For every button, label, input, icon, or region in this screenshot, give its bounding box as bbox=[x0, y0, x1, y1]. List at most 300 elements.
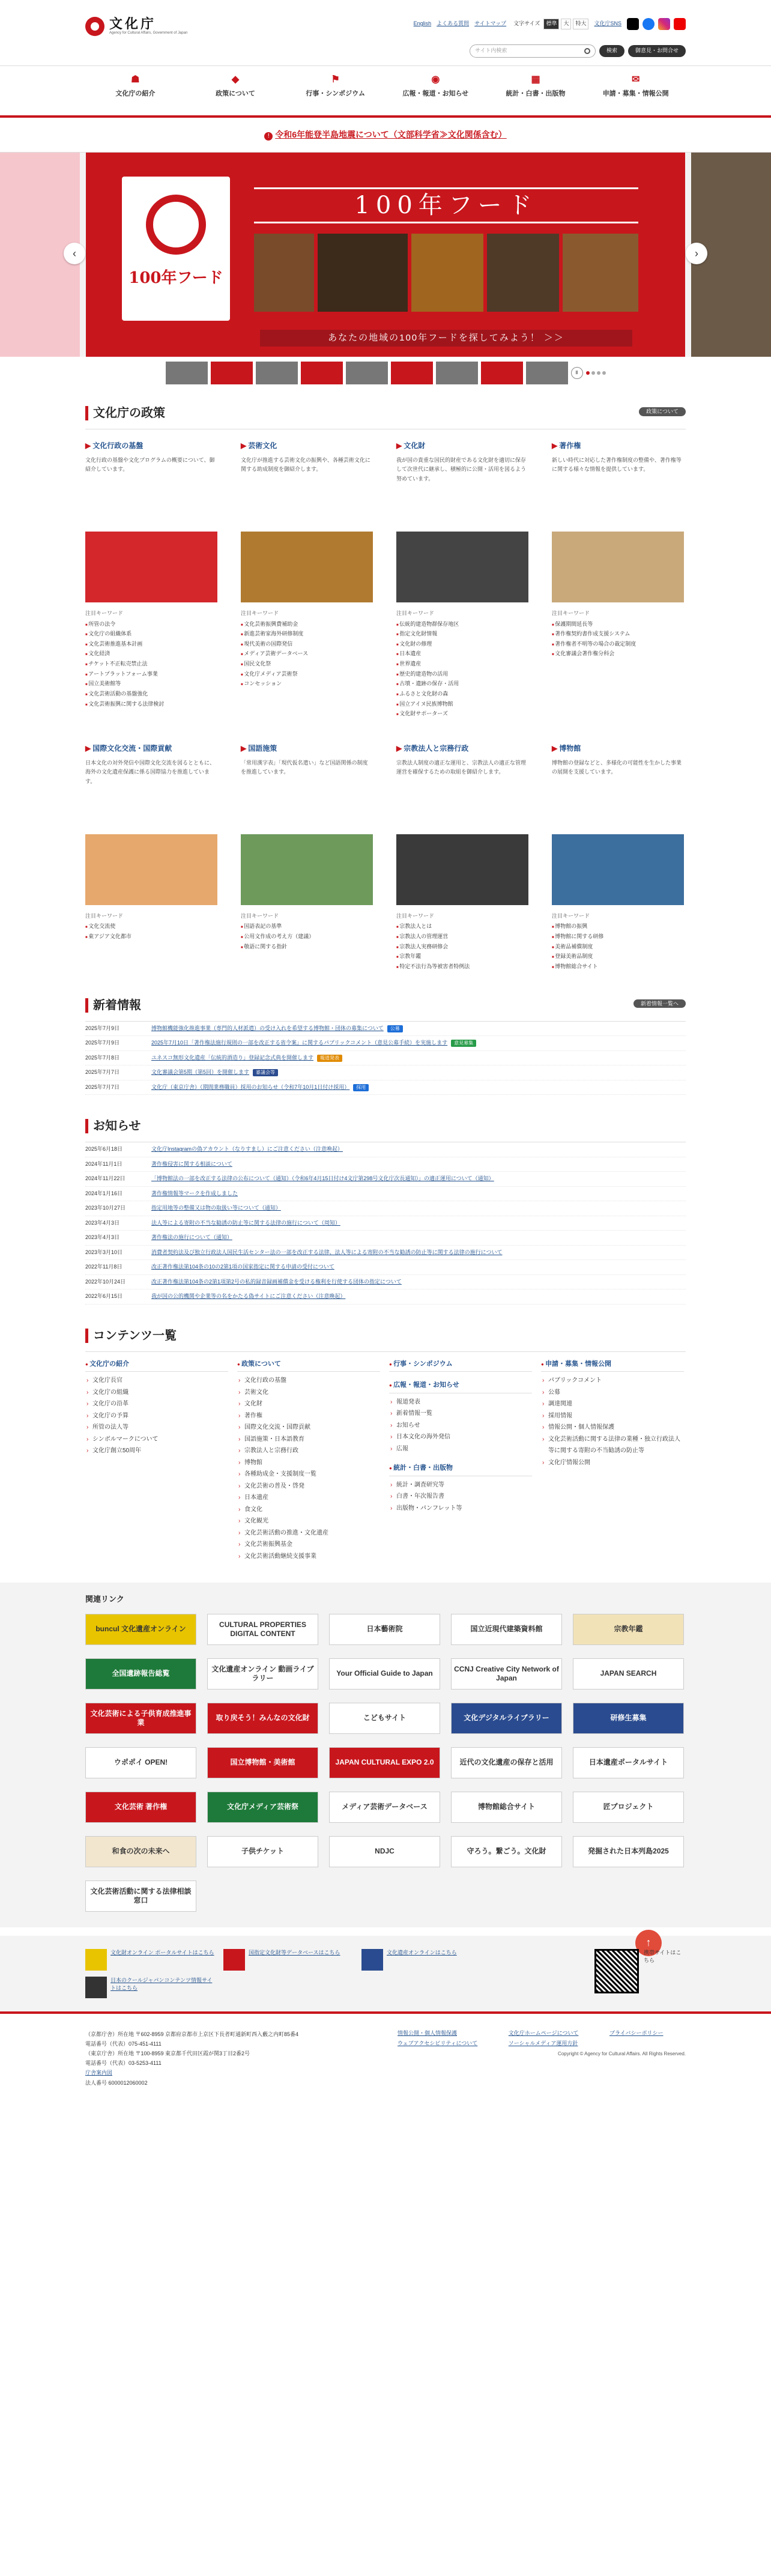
keyword-link[interactable]: ■ 宗教法人実務研修会 bbox=[396, 942, 460, 952]
arrow-icon: ▶ bbox=[241, 744, 247, 753]
policy-image[interactable] bbox=[241, 834, 373, 905]
news-link[interactable]: 博物館機能強化推進事業（専門的人材派遣）の受け入れを希望する博物館・団体の募集について bbox=[151, 1025, 384, 1031]
footer-link[interactable]: 文化庁ホームページについて bbox=[508, 2029, 579, 2036]
category-badge: 審議会等 bbox=[253, 1069, 278, 1076]
notice-link[interactable]: 著作権法の施行について（通知） bbox=[151, 1234, 232, 1241]
news-row bbox=[85, 1065, 686, 1080]
news-date: 2025年7月9日 bbox=[85, 1025, 120, 1031]
search-button[interactable]: 検索 bbox=[599, 45, 624, 57]
keyword-link[interactable]: ■ 文化芸術活動の基盤強化 bbox=[85, 689, 149, 699]
related-banner[interactable]: 日本藝術院 bbox=[329, 1614, 440, 1645]
related-banner[interactable]: 文化芸術による子供育成推進事業 bbox=[85, 1703, 196, 1734]
policy-description: 文化庁が推進する芸術文化の振興や、各種芸術文化に関する助成制度を御紹介します。 bbox=[241, 457, 370, 473]
prev-arrow-icon[interactable]: ‹ bbox=[64, 243, 85, 264]
related-banner[interactable]: 和食の次の未来へ bbox=[85, 1836, 196, 1867]
keyword-link[interactable]: ■ 国語表記の基準 bbox=[241, 921, 304, 932]
policy-card-title[interactable] bbox=[552, 743, 684, 754]
category-badge: 意見募集 bbox=[451, 1040, 476, 1047]
site-logo-icon bbox=[361, 1949, 383, 1971]
slide-thumb[interactable] bbox=[346, 362, 388, 384]
keyword-link[interactable]: ■ 特定不法行為等被害者特例法 bbox=[396, 962, 528, 972]
notice-link[interactable]: 著作権侵害に関する相談について bbox=[151, 1160, 232, 1167]
food-image bbox=[254, 234, 314, 312]
contents-link[interactable]: › 文化庁の予算 bbox=[85, 1410, 228, 1422]
keyword-link[interactable]: ■ 博物館に関する研修 bbox=[552, 932, 615, 942]
slide-logo-text: 100年フード bbox=[128, 269, 223, 287]
related-banner[interactable]: 文化デジタルライブラリー bbox=[451, 1703, 562, 1734]
logo-mark-icon bbox=[85, 17, 104, 36]
contents-link[interactable]: › 日本文化の海外発信 bbox=[389, 1431, 532, 1443]
policy-more-button[interactable]: 政策について bbox=[639, 407, 686, 416]
keyword-label: 注目キーワード bbox=[396, 912, 435, 919]
related-banner[interactable]: CCNJ Creative City Network of Japan bbox=[451, 1658, 562, 1690]
keyword-link[interactable]: ■ 文化庁の組織体系 bbox=[85, 629, 149, 639]
keyword-link[interactable]: ■ 国立美術館等 bbox=[85, 679, 149, 689]
policy-card-title[interactable] bbox=[85, 440, 217, 451]
keyword-label: 注目キーワード bbox=[85, 610, 124, 616]
contents-link[interactable]: › 情報公開・個人情報保護 bbox=[541, 1422, 684, 1434]
contents-link[interactable]: › 文化財 bbox=[237, 1398, 380, 1410]
contents-link[interactable]: › 文化芸術活動に関する法律の業種・独立行政法人等に関する寄附の不当勧誘の防止等 bbox=[541, 1434, 684, 1457]
keyword-list bbox=[85, 619, 217, 709]
gnav-item-about[interactable] bbox=[85, 66, 186, 99]
keyword-link[interactable]: ■ 公用文作成の考え方（建議） bbox=[241, 932, 373, 942]
contents-grid bbox=[85, 1351, 686, 1563]
external-site-link[interactable] bbox=[85, 1949, 217, 1971]
arrow-icon: ▶ bbox=[552, 441, 558, 450]
address-line: 電話番号（代表）03-5253-4111 bbox=[85, 2060, 162, 2067]
contents-link[interactable]: › 白書・年次報告書 bbox=[389, 1491, 532, 1503]
policy-image[interactable] bbox=[552, 532, 684, 602]
slide-thumb[interactable] bbox=[301, 362, 343, 384]
font-size-xlarge[interactable]: 特大 bbox=[573, 19, 588, 29]
pause-icon[interactable]: Ⅱ bbox=[571, 367, 583, 379]
keyword-link[interactable]: ■ チケット不正転売禁止法 bbox=[85, 659, 149, 669]
contents-link[interactable]: › 文化庁の組織 bbox=[85, 1387, 228, 1399]
notice-link[interactable]: 文化庁Instagramの偽アカウント（なりすまし）にご注意ください（注意喚起） bbox=[151, 1146, 343, 1153]
contents-group-heading[interactable]: ● 広報・報道・お知らせ bbox=[389, 1380, 532, 1393]
contents-link[interactable]: › 統計・調査研究等 bbox=[389, 1479, 532, 1491]
news-body bbox=[151, 1068, 278, 1077]
policy-card-title[interactable] bbox=[241, 440, 373, 451]
related-banner[interactable]: 国立近現代建築資料館 bbox=[451, 1614, 562, 1645]
related-banner[interactable]: 子供チケット bbox=[207, 1836, 318, 1867]
social-icons bbox=[627, 18, 686, 30]
logo-title: 文化庁 bbox=[109, 16, 157, 32]
contents-list bbox=[541, 1375, 684, 1468]
policy-image[interactable] bbox=[85, 532, 217, 602]
slide-logo bbox=[122, 177, 230, 321]
keyword-list bbox=[552, 921, 684, 971]
category-badge: 報道発表 bbox=[317, 1055, 342, 1062]
keyword-link[interactable]: ■ 博物館の振興 bbox=[552, 921, 615, 932]
policy-image[interactable] bbox=[552, 834, 684, 905]
contents-list bbox=[237, 1375, 380, 1562]
contents-link[interactable]: › 採用情報 bbox=[541, 1410, 684, 1422]
policy-card-title[interactable] bbox=[396, 743, 528, 754]
external-site-link[interactable] bbox=[223, 1949, 355, 1971]
gnav-label: 文化庁の紹介 bbox=[115, 90, 156, 97]
related-banner[interactable]: 国立博物館・美術館 bbox=[207, 1747, 318, 1778]
section-title: 文化庁の政策 bbox=[93, 407, 165, 420]
notice-link[interactable]: 改正著作権法第104条の2第1項第2号の私的録音録画補償金を受ける権利を行使する団体の指定について bbox=[151, 1278, 402, 1285]
notice-date: 2024年1月16日 bbox=[85, 1190, 123, 1196]
gnav-label: 申請・募集・情報公開 bbox=[602, 90, 669, 97]
font-size-large[interactable]: 大 bbox=[561, 19, 571, 29]
address-line: （東京庁舎）所在地 〒100-8959 東京都千代田区霞が関3丁目2番2号 bbox=[85, 2050, 250, 2056]
utility-nav bbox=[414, 18, 686, 30]
policy-image[interactable] bbox=[396, 834, 528, 905]
related-banner[interactable]: JAPAN CULTURAL EXPO 2.0 bbox=[329, 1747, 440, 1778]
contents-heading bbox=[85, 1329, 686, 1343]
contents-link[interactable]: › 著作権 bbox=[237, 1410, 380, 1422]
emergency-alert bbox=[0, 118, 771, 153]
policy-card bbox=[85, 743, 217, 972]
contents-link[interactable]: › 各種助成金・支援制度一覧 bbox=[237, 1468, 380, 1480]
contents-link[interactable]: › 文化芸術振興基金 bbox=[237, 1539, 380, 1551]
section-title: お知らせ bbox=[93, 1120, 141, 1133]
news-date: 2025年7月8日 bbox=[85, 1054, 120, 1061]
site-link-text[interactable]: 文化財オンライン ポータルサイトはこちら bbox=[110, 1949, 214, 1956]
keyword-link[interactable]: ■ 著作権者不明等の場合の裁定制度 bbox=[552, 639, 684, 649]
contents-link[interactable]: › 出版物・パンフレット等 bbox=[389, 1503, 532, 1515]
notice-date: 2022年6月15日 bbox=[85, 1293, 123, 1300]
contents-column bbox=[389, 1359, 532, 1563]
contact-button[interactable]: 御意見・お問合せ bbox=[628, 45, 686, 57]
keyword-label: 注目キーワード bbox=[241, 610, 279, 616]
news-link[interactable]: 文化庁（東京庁舎）（期間業務職員）採用のお知らせ（令和7年10月1日付け採用） bbox=[151, 1083, 350, 1090]
youtube-icon[interactable] bbox=[674, 18, 686, 30]
related-banner[interactable]: 宗教年鑑 bbox=[573, 1614, 684, 1645]
alert-link[interactable]: 令和6年能登半島地震について（文部科学省≫文化関係含む） bbox=[275, 130, 507, 139]
policy-card bbox=[85, 440, 217, 719]
english-link[interactable]: English bbox=[413, 20, 432, 27]
site-logo-icon bbox=[85, 1977, 107, 1998]
keyword-link[interactable]: ■ 文化財の修理 bbox=[396, 639, 460, 649]
notice-heading bbox=[85, 1119, 686, 1133]
contents-link[interactable]: › 芸術文化 bbox=[237, 1387, 380, 1399]
related-banner[interactable]: 研修生募集 bbox=[573, 1703, 684, 1734]
contents-link[interactable]: › 博物館 bbox=[237, 1457, 380, 1469]
policy-grid bbox=[85, 429, 686, 719]
contents-link[interactable]: › 日本遺産 bbox=[237, 1492, 380, 1504]
slide-title: 100年フード bbox=[254, 187, 638, 223]
keyword-link[interactable]: ■ 文化交流使 bbox=[85, 921, 149, 932]
contents-link[interactable]: › 国語施策・日本語教育 bbox=[237, 1434, 380, 1446]
related-banner[interactable]: 守ろう。繋ごう。文化財 bbox=[451, 1836, 562, 1867]
keyword-link[interactable]: ■ 宗教年鑑 bbox=[396, 951, 460, 962]
policy-card-title[interactable] bbox=[396, 440, 528, 451]
contents-link[interactable]: › 報道発表 bbox=[389, 1396, 532, 1408]
address-block bbox=[85, 2029, 398, 2088]
policy-card bbox=[396, 743, 528, 972]
contents-link[interactable]: › 広報 bbox=[389, 1443, 532, 1455]
sitemap-link[interactable]: サイトマップ bbox=[474, 20, 507, 27]
policy-title-text: 芸術文化 bbox=[248, 441, 277, 450]
keyword-list bbox=[241, 921, 373, 951]
faq-link[interactable]: よくある質問 bbox=[437, 20, 470, 27]
policy-card-title[interactable] bbox=[241, 743, 373, 754]
notice-row bbox=[85, 1201, 686, 1216]
gnav-label: 政策について bbox=[216, 90, 255, 97]
keyword-link[interactable]: ■ 保護期間延長等 bbox=[552, 619, 615, 629]
arrow-icon: ▶ bbox=[552, 744, 558, 753]
related-banner[interactable]: こどもサイト bbox=[329, 1703, 440, 1734]
keyword-list bbox=[85, 921, 217, 941]
keyword-link[interactable]: ■ アートプラットフォーム事業 bbox=[85, 669, 217, 679]
instagram-icon[interactable] bbox=[658, 18, 670, 30]
policy-image[interactable] bbox=[396, 532, 528, 602]
font-size-standard[interactable]: 標準 bbox=[543, 19, 559, 29]
contents-group-heading[interactable]: ● 文化庁の紹介 bbox=[85, 1359, 228, 1372]
contents-link[interactable]: › 公募 bbox=[541, 1387, 684, 1399]
slide-dot[interactable] bbox=[591, 371, 595, 375]
keyword-link[interactable]: ■ ふるさと文化財の森 bbox=[396, 689, 460, 699]
gnav-item-apply[interactable] bbox=[585, 66, 686, 99]
contents-link[interactable]: › お知らせ bbox=[389, 1420, 532, 1432]
policy-card bbox=[396, 440, 528, 719]
gnav-label: 行事・シンポジウム bbox=[306, 90, 365, 97]
slide-dot[interactable] bbox=[597, 371, 600, 375]
contents-link[interactable]: › 文化芸術活動継続支援事業 bbox=[237, 1551, 380, 1563]
contents-link[interactable]: › 文化芸術の普及・啓発 bbox=[237, 1480, 380, 1493]
related-banner[interactable]: 日本遺産ポータルサイト bbox=[573, 1747, 684, 1778]
site-link-text[interactable]: 文化遺産オンラインはこちら bbox=[387, 1949, 457, 1956]
current-slide[interactable] bbox=[86, 153, 685, 357]
keyword-link[interactable]: ■ 伝統的建造物群保存地区 bbox=[396, 619, 460, 629]
facebook-icon[interactable] bbox=[642, 18, 655, 30]
external-site-link[interactable] bbox=[85, 1977, 217, 1998]
contents-link[interactable]: › 調達関連 bbox=[541, 1398, 684, 1410]
notice-link[interactable]: 消費者契約法及び独立行政法人国民生活センター法の一部を改正する法律、法人等による寄附の不当な勧誘の防止等に関する法律の施行について bbox=[151, 1249, 503, 1255]
policy-description: 宗教法人制度の適正な運用と、宗教法人の適正な管理運営を確保するための取組を御紹介します。 bbox=[396, 759, 527, 775]
contents-group-heading[interactable]: ● 政策について bbox=[237, 1359, 380, 1372]
contents-link[interactable]: › 文化庁情報公開 bbox=[541, 1457, 684, 1469]
sns-link[interactable]: 文化庁SNS bbox=[594, 20, 621, 27]
hero-slider bbox=[0, 153, 771, 357]
site-link-text[interactable]: 国指定文化財等データベースはこちら bbox=[249, 1949, 340, 1956]
notice-date: 2023年3月10日 bbox=[85, 1249, 123, 1255]
related-banner[interactable]: 文化遺産オンライン 動画ライブラリー bbox=[207, 1658, 318, 1690]
keyword-link[interactable]: ■ 文化審議会著作権分科会 bbox=[552, 649, 615, 659]
slide-thumb[interactable] bbox=[391, 362, 433, 384]
keyword-link[interactable]: ■ 指定文化財情報 bbox=[396, 629, 460, 639]
notice-date: 2024年11月1日 bbox=[85, 1160, 122, 1167]
gnav-item-policy[interactable] bbox=[186, 66, 286, 99]
keyword-link[interactable]: ■ 宗教法人とは bbox=[396, 921, 460, 932]
search-input[interactable] bbox=[470, 44, 596, 58]
keyword-link[interactable]: ■ 文化芸術振興に関する法律検討 bbox=[85, 699, 217, 709]
keyword-link[interactable]: ■ 古墳・遺跡の保存・活用 bbox=[396, 679, 460, 689]
contents-list bbox=[389, 1396, 532, 1455]
keyword-link[interactable]: ■ 文化経済 bbox=[85, 649, 149, 659]
keyword-link[interactable]: ■ 世界遺産 bbox=[396, 659, 460, 669]
related-banner[interactable]: 文化芸術 著作権 bbox=[85, 1792, 196, 1823]
contents-link[interactable]: › 宗教法人と宗務行政 bbox=[237, 1445, 380, 1457]
related-banner[interactable]: 文化芸術活動に関する法律相談窓口 bbox=[85, 1880, 196, 1912]
site-link-text[interactable]: 日本のクールジャパンコンテンツ情報サイトはこちら bbox=[110, 1977, 213, 1992]
contents-link[interactable]: › 文化庁長官 bbox=[85, 1375, 228, 1387]
related-banner[interactable]: NDJC bbox=[329, 1836, 440, 1867]
back-to-top-icon[interactable]: ↑ bbox=[635, 1930, 662, 1956]
x-icon[interactable] bbox=[627, 18, 639, 30]
news-link[interactable]: 文化審議会第5期（第5回）を開催します bbox=[151, 1069, 250, 1076]
related-banner[interactable]: 全国遺跡報告総覧 bbox=[85, 1658, 196, 1690]
keyword-link[interactable]: ■ 美術品補償制度 bbox=[552, 942, 615, 952]
food-image bbox=[487, 234, 559, 312]
keyword-link[interactable]: ■ 所管の法令 bbox=[85, 619, 149, 629]
keyword-link[interactable]: ■ 現代美術の国際発信 bbox=[241, 639, 304, 649]
access-map-link[interactable]: 庁舎案内図 bbox=[85, 2070, 113, 2076]
policy-description: 「常用漢字表」「現代仮名遣い」など国語関係の制度を推進しています。 bbox=[241, 759, 368, 775]
policy-image[interactable] bbox=[85, 834, 217, 905]
notice-date: 2022年10月24日 bbox=[85, 1278, 126, 1285]
policy-description: 日本文化の対外発信や国際文化交流を図るとともに、海外の文化遺産保護に係る国際協力を推進しています。 bbox=[85, 759, 216, 784]
slide-thumb[interactable] bbox=[481, 362, 523, 384]
qr-label: 携帯サイトはこちら bbox=[644, 1949, 682, 1964]
related-banner[interactable]: buncul 文化遺産オンライン bbox=[85, 1614, 196, 1645]
slide-thumb[interactable] bbox=[166, 362, 208, 384]
arrow-icon: ▶ bbox=[241, 441, 247, 450]
related-banner[interactable]: Your Official Guide to Japan bbox=[329, 1658, 440, 1690]
notice-link[interactable]: 「博物館法の一部を改正する法律の公布について（通知）（令和6年4月15日付け4文庁第298号文化庁次長通知）」の適正運用について（通知） bbox=[151, 1175, 494, 1182]
contents-link[interactable]: › 文化庁創立50周年 bbox=[85, 1445, 228, 1457]
slide-thumb[interactable] bbox=[211, 362, 253, 384]
related-banner[interactable]: CULTURAL PROPERTIES DIGITAL CONTENT bbox=[207, 1614, 318, 1645]
site-header bbox=[0, 0, 771, 66]
policy-title-text: 文化行政の基盤 bbox=[92, 441, 144, 450]
keyword-link[interactable]: ■ 文化芸術振興費補助金 bbox=[241, 619, 304, 629]
keyword-link[interactable]: ■ 文化芸術推進基本計画 bbox=[85, 639, 149, 649]
keyword-link[interactable]: ■ 日本遺産 bbox=[396, 649, 460, 659]
notice-date: 2024年11月22日 bbox=[85, 1175, 125, 1182]
contents-link[interactable]: › パブリックコメント bbox=[541, 1375, 684, 1387]
gnav-item-stats[interactable] bbox=[486, 66, 586, 99]
related-banner[interactable]: 匠プロジェクト bbox=[573, 1792, 684, 1823]
keyword-link[interactable]: ■ メディア芸術データベース bbox=[241, 649, 373, 659]
keyword-link[interactable]: ■ 文化財サポーターズ bbox=[396, 709, 460, 719]
contents-list bbox=[389, 1479, 532, 1515]
policy-card bbox=[552, 743, 684, 972]
related-banner[interactable]: 近代の文化遺産の保存と活用 bbox=[451, 1747, 562, 1778]
keyword-link[interactable]: ■ 国民文化祭 bbox=[241, 659, 304, 669]
notice-link[interactable]: 指定用地等の整備又は物の取扱い等について（通知） bbox=[151, 1205, 281, 1211]
related-banner[interactable]: 取り戻そう！みんなの文化財 bbox=[207, 1703, 318, 1734]
address-line: 電話番号（代表）075-451-4111 bbox=[85, 2040, 162, 2047]
contents-group-heading[interactable]: ● 申請・募集・情報公開 bbox=[541, 1359, 684, 1372]
slide-caption: あなたの地域の100年フードを探してみよう！ ＞＞ bbox=[260, 330, 632, 347]
slide-dot[interactable] bbox=[586, 371, 590, 375]
banner-grid bbox=[85, 1614, 686, 1912]
site-logo-icon bbox=[223, 1949, 245, 1971]
news-more-button[interactable]: 新着情報一覧へ bbox=[633, 999, 686, 1008]
news-body bbox=[151, 1025, 403, 1033]
related-banner[interactable]: 発掘された日本列島2025 bbox=[573, 1836, 684, 1867]
related-banner[interactable]: 博物館総合サイト bbox=[451, 1792, 562, 1823]
keyword-link[interactable]: ■ コンセッション bbox=[241, 679, 304, 689]
contents-link[interactable]: › 食文化 bbox=[237, 1504, 380, 1516]
broadcast-icon: ◉ bbox=[431, 74, 440, 85]
notice-link[interactable]: 法人等による寄附の不当な勧誘の防止等に関する法律の施行について（周知） bbox=[151, 1219, 340, 1226]
slider-thumbnails bbox=[0, 357, 771, 389]
slide-dot[interactable] bbox=[602, 371, 606, 375]
contents-link[interactable]: › 文化芸術活動の推進・文化遺産 bbox=[237, 1527, 380, 1539]
related-banner[interactable]: メディア芸術データベース bbox=[329, 1792, 440, 1823]
keyword-link[interactable]: ■ 敬語に関する指針 bbox=[241, 942, 304, 952]
slide-thumb[interactable] bbox=[256, 362, 298, 384]
policy-image[interactable] bbox=[241, 532, 373, 602]
footer-link[interactable]: ウェブアクセシビリティについて bbox=[398, 2040, 478, 2047]
news-link[interactable]: ユネスコ無形文化遺産「伝統的酒造り」登録記念式典を開催します bbox=[151, 1054, 314, 1061]
related-banner[interactable]: JAPAN SEARCH bbox=[573, 1658, 684, 1690]
keyword-link[interactable]: ■ 宗教法人の管理運営 bbox=[396, 932, 460, 942]
flag-icon: ⚑ bbox=[331, 74, 340, 85]
keyword-link[interactable]: ■ 文化庁メディア芸術祭 bbox=[241, 669, 304, 679]
keyword-link[interactable]: ■ 国立アイヌ民族博物館 bbox=[396, 699, 460, 709]
keyword-link[interactable]: ■ 東アジア文化都市 bbox=[85, 932, 149, 942]
policy-title-text: 著作権 bbox=[559, 441, 581, 450]
notice-date: 2023年4月3日 bbox=[85, 1219, 120, 1226]
news-link[interactable]: 2025年7月10日「著作権法施行規則の一部を改正する省令案」に関するパブリックコメント（意見公募手続）を実施します bbox=[151, 1040, 448, 1046]
external-site-link[interactable] bbox=[361, 1949, 494, 1971]
site-logo[interactable] bbox=[85, 17, 187, 36]
contents-column bbox=[541, 1359, 684, 1563]
alert-icon: ! bbox=[264, 132, 273, 141]
policy-card-title[interactable] bbox=[552, 440, 684, 451]
arrow-icon: ▶ bbox=[85, 441, 91, 450]
footer-link[interactable]: プライバシーポリシー bbox=[609, 2029, 664, 2036]
keyword-list bbox=[552, 619, 684, 659]
policy-card-title[interactable] bbox=[85, 743, 217, 754]
contents-link[interactable]: › 文化観光 bbox=[237, 1515, 380, 1527]
notice-list bbox=[85, 1142, 686, 1305]
news-row bbox=[85, 1080, 686, 1096]
keyword-link[interactable]: ■ 博物館総合サイト bbox=[552, 962, 615, 972]
contents-link[interactable]: › 文化庁の沿革 bbox=[85, 1398, 228, 1410]
gnav-item-events[interactable] bbox=[285, 66, 386, 99]
slide-thumb[interactable] bbox=[436, 362, 478, 384]
contents-link[interactable]: › 文化行政の基盤 bbox=[237, 1375, 380, 1387]
notice-link[interactable]: 我が国の公的機関や企業等の名をかたる偽サイトにご注意ください（注意喚起） bbox=[151, 1293, 346, 1300]
contents-link[interactable]: › 所管の法人等 bbox=[85, 1422, 228, 1434]
keyword-link[interactable]: ■ 新進芸術家海外研修制度 bbox=[241, 629, 304, 639]
related-banner[interactable]: ウポポイ OPEN! bbox=[85, 1747, 196, 1778]
contents-link[interactable]: › 国際文化交流・国際貢献 bbox=[237, 1422, 380, 1434]
keyword-link[interactable]: ■ 著作権契約書作成支援システム bbox=[552, 629, 684, 639]
contents-link[interactable]: › 新着情報一覧 bbox=[389, 1408, 532, 1420]
policy-card bbox=[552, 440, 684, 719]
contents-link[interactable]: › シンボルマークについて bbox=[85, 1434, 228, 1446]
footer-link[interactable]: 情報公開・個人情報保護 bbox=[398, 2029, 458, 2036]
policy-description: 文化行政の基盤や文化プログラムの概要について、御紹介しています。 bbox=[85, 457, 215, 473]
keyword-link[interactable]: ■ 登録美術品制度 bbox=[552, 951, 615, 962]
next-arrow-icon[interactable]: › bbox=[686, 243, 707, 264]
notice-link[interactable]: 著作権情報等マークを作成しました bbox=[151, 1190, 238, 1196]
address-line: （京都庁舎）所在地 〒602-8959 京都府京都市上京区下長者町通新町西入藪之内町85番4 bbox=[85, 2031, 299, 2037]
gnav-item-pr[interactable] bbox=[386, 66, 486, 99]
footer-links bbox=[398, 2029, 686, 2088]
news-date: 2025年7月7日 bbox=[85, 1083, 120, 1090]
keyword-label: 注目キーワード bbox=[552, 912, 590, 919]
keyword-link[interactable]: ■ 歴史的建造物の活用 bbox=[396, 669, 460, 679]
slide-thumb[interactable] bbox=[526, 362, 568, 384]
contents-group-heading[interactable]: ● 行事・シンポジウム bbox=[389, 1359, 532, 1372]
footer-link[interactable]: ソーシャルメディア運用方針 bbox=[508, 2040, 578, 2047]
related-banner[interactable]: 文化庁メディア芸術祭 bbox=[207, 1792, 318, 1823]
notice-link[interactable]: 改正著作権法第104条の10の2第1項の国家指定に関する申請の受付について bbox=[151, 1264, 334, 1270]
news-date: 2025年7月7日 bbox=[85, 1069, 120, 1076]
contents-group-heading[interactable]: ● 統計・白書・出版物 bbox=[389, 1463, 532, 1476]
